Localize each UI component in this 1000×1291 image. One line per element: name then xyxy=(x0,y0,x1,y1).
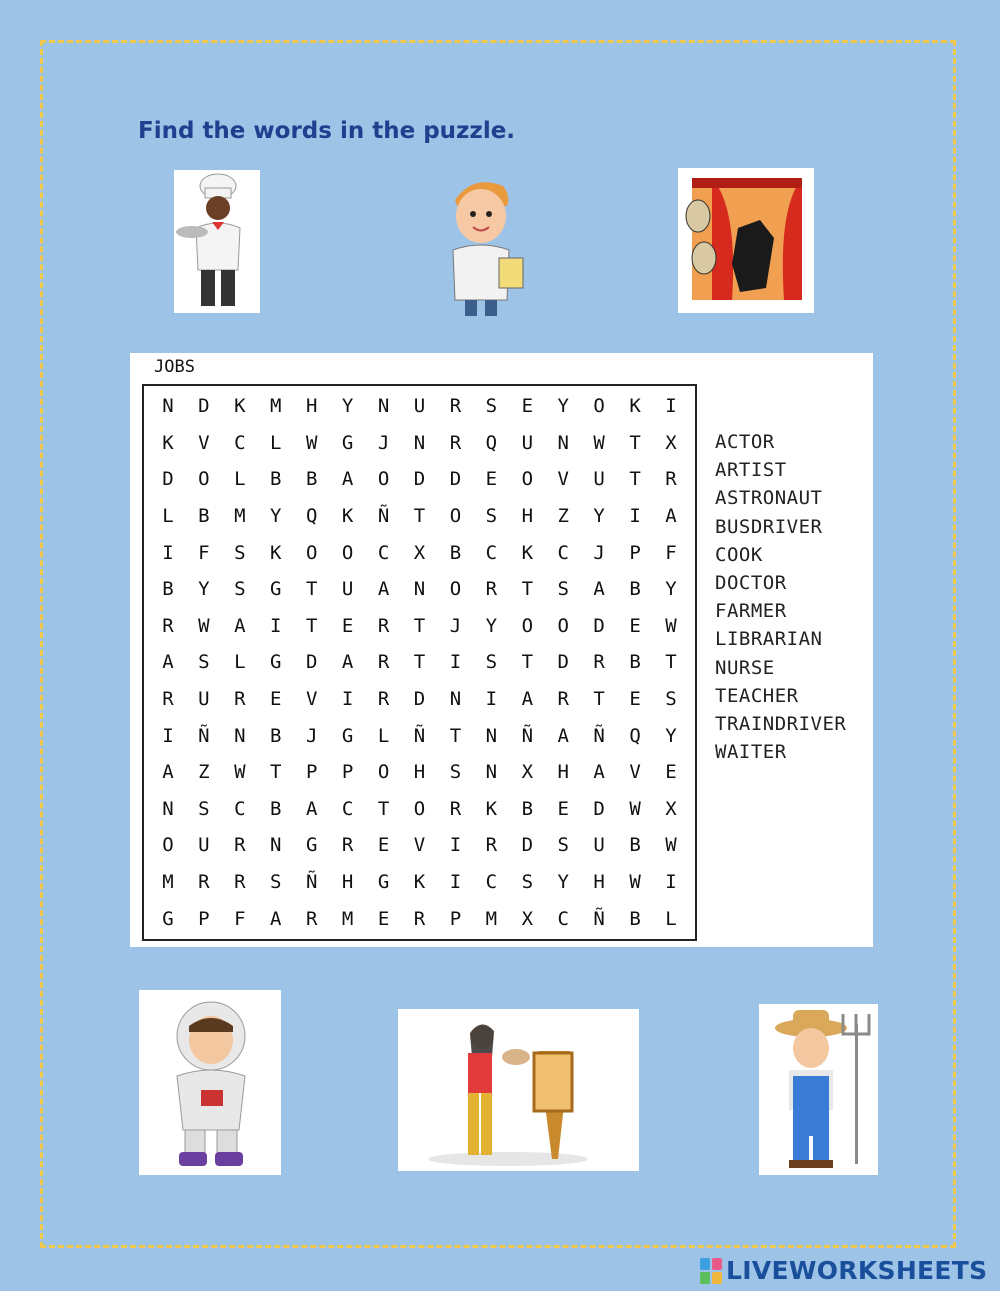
grid-cell[interactable]: X xyxy=(413,541,426,564)
grid-cell[interactable]: O xyxy=(162,834,174,857)
word-list-item: TRAINDRIVER xyxy=(715,712,847,735)
grid-cell[interactable]: E xyxy=(377,907,390,930)
grid-cell[interactable]: B xyxy=(270,724,282,747)
doctor-image xyxy=(433,172,533,322)
grid-cell[interactable]: I xyxy=(449,834,462,857)
grid-cell[interactable]: S xyxy=(198,651,210,674)
word-list-item: NURSE xyxy=(715,656,775,679)
chef-illustration xyxy=(174,170,260,313)
grid-cell[interactable]: L xyxy=(234,651,246,674)
grid-cell[interactable]: A xyxy=(341,651,354,674)
grid-cell[interactable]: Y xyxy=(665,578,677,601)
grid-cell[interactable]: F xyxy=(198,541,210,564)
grid-cell[interactable]: B xyxy=(162,578,174,601)
grid-cell[interactable]: R xyxy=(234,688,246,711)
liveworksheets-logo-icon xyxy=(700,1258,722,1284)
grid-cell[interactable]: R xyxy=(377,614,390,637)
grid-cell[interactable]: C xyxy=(557,541,569,564)
grid-cell[interactable]: Z xyxy=(557,505,569,528)
grid-cell[interactable]: G xyxy=(162,907,174,930)
grid-cell[interactable]: Q xyxy=(305,505,318,528)
word-list-item: ACTOR xyxy=(715,431,775,453)
grid-cell[interactable]: T xyxy=(521,578,534,601)
grid-cell[interactable]: Ñ xyxy=(593,724,605,747)
word-list-item: FARMER xyxy=(715,600,787,623)
grid-cell[interactable]: S xyxy=(270,871,282,894)
farmer-illustration xyxy=(759,1004,878,1175)
grid-cell[interactable]: Y xyxy=(270,505,282,528)
grid-cell[interactable]: W xyxy=(665,614,677,637)
grid-cell[interactable]: U xyxy=(413,395,426,418)
grid-cell[interactable]: C xyxy=(341,797,354,820)
grid-cell[interactable]: E xyxy=(485,468,498,491)
grid-cell[interactable]: K xyxy=(485,797,498,820)
grid-cell[interactable]: C xyxy=(485,871,498,894)
grid-cell[interactable]: V xyxy=(557,468,569,491)
grid-cell[interactable]: T xyxy=(629,431,641,454)
grid-cell[interactable]: K xyxy=(521,541,534,564)
astronaut-illustration xyxy=(139,990,281,1175)
grid-cell[interactable]: N xyxy=(485,761,498,784)
grid-cell[interactable]: H xyxy=(413,761,426,784)
grid-cell[interactable]: W xyxy=(305,431,318,454)
grid-cell[interactable]: R xyxy=(557,688,569,711)
grid-cell[interactable]: O xyxy=(449,505,462,528)
grid-cell[interactable]: S xyxy=(485,651,498,674)
grid-cell[interactable]: K xyxy=(234,395,246,418)
grid-cell[interactable]: A xyxy=(593,761,605,784)
grid-cell[interactable]: N xyxy=(162,395,174,418)
liveworksheets-brand xyxy=(700,1256,987,1285)
grid-cell[interactable]: V xyxy=(413,834,426,857)
grid-cell[interactable]: J xyxy=(449,614,462,637)
grid-cell[interactable]: P xyxy=(629,541,641,564)
grid-cell[interactable]: C xyxy=(377,541,390,564)
grid-cell[interactable]: Q xyxy=(485,431,498,454)
grid-cell[interactable]: M xyxy=(234,505,246,528)
grid-cell[interactable]: M xyxy=(270,395,282,418)
grid-cell[interactable]: Ñ xyxy=(305,871,318,894)
grid-cell[interactable]: H xyxy=(557,761,569,784)
grid-cell[interactable]: C xyxy=(557,907,569,930)
grid-cell[interactable]: R xyxy=(341,834,354,857)
grid-cell[interactable]: W xyxy=(629,871,641,894)
word-list-item: TEACHER xyxy=(715,684,799,707)
grid-cell[interactable]: T xyxy=(665,651,677,674)
grid-cell[interactable]: T xyxy=(521,651,534,674)
grid-cell[interactable]: U xyxy=(341,578,354,601)
grid-cell[interactable]: O xyxy=(377,761,390,784)
grid-cell[interactable]: B xyxy=(629,907,641,930)
grid-cell[interactable]: S xyxy=(234,578,246,601)
grid-cell[interactable]: T xyxy=(593,688,605,711)
grid-cell[interactable]: W xyxy=(234,761,246,784)
grid-cell[interactable]: D xyxy=(593,797,605,820)
grid-cell[interactable]: M xyxy=(162,871,174,894)
grid-cell[interactable]: A xyxy=(665,505,677,528)
grid-cell[interactable]: H xyxy=(521,505,534,528)
grid-cell[interactable]: U xyxy=(198,834,210,857)
grid-cell[interactable]: J xyxy=(305,724,318,747)
grid-cell[interactable]: O xyxy=(341,541,354,564)
grid-cell[interactable]: E xyxy=(341,614,354,637)
grid-cell[interactable]: R xyxy=(485,834,498,857)
grid-cell[interactable]: S xyxy=(449,761,462,784)
grid-cell[interactable]: R xyxy=(377,688,390,711)
grid-cell[interactable]: T xyxy=(270,761,282,784)
grid-cell[interactable]: R xyxy=(162,688,174,711)
grid-cell[interactable]: R xyxy=(234,871,246,894)
grid-cell[interactable]: R xyxy=(485,578,498,601)
grid-cell[interactable]: N xyxy=(377,395,390,418)
grid-cell[interactable]: B xyxy=(629,651,641,674)
grid-cell[interactable]: K xyxy=(341,505,354,528)
grid-cell[interactable]: I xyxy=(665,871,677,894)
grid-cell[interactable]: S xyxy=(665,688,677,711)
grid-cell[interactable]: D xyxy=(413,468,426,491)
grid-cell[interactable]: Ñ xyxy=(521,724,534,747)
grid-cell[interactable]: S xyxy=(485,395,498,418)
grid-cell[interactable]: T xyxy=(305,614,318,637)
grid-cell[interactable]: H xyxy=(341,871,354,894)
grid-cell[interactable]: I xyxy=(629,505,641,528)
grid-cell[interactable]: R xyxy=(593,651,605,674)
grid-cell[interactable]: R xyxy=(449,395,462,418)
grid-cell[interactable]: D xyxy=(557,651,569,674)
grid-cell[interactable]: V xyxy=(198,431,210,454)
grid-cell[interactable]: Q xyxy=(629,724,641,747)
grid-cell[interactable]: W xyxy=(198,614,210,637)
grid-cell[interactable]: N xyxy=(162,797,174,820)
grid-cell[interactable]: B xyxy=(198,505,210,528)
word-list-item: BUSDRIVER xyxy=(715,515,823,538)
doctor-illustration xyxy=(433,172,533,322)
grid-cell[interactable]: X xyxy=(521,907,534,930)
grid-cell[interactable]: S xyxy=(234,541,246,564)
grid-cell[interactable]: R xyxy=(198,871,210,894)
grid-cell[interactable]: I xyxy=(485,688,498,711)
grid-cell[interactable]: P xyxy=(341,761,354,784)
grid-cell[interactable]: L xyxy=(665,907,677,930)
grid-cell[interactable]: T xyxy=(629,468,641,491)
brand-text: LIVEWORKSHEETS xyxy=(726,1256,988,1285)
grid-cell[interactable]: I xyxy=(162,724,174,747)
grid-cell[interactable]: B xyxy=(270,797,282,820)
grid-cell[interactable]: N xyxy=(413,578,426,601)
grid-cell[interactable]: R xyxy=(449,431,462,454)
word-list-item: ASTRONAUT xyxy=(715,487,823,510)
grid-cell[interactable]: W xyxy=(665,834,677,857)
grid-cell[interactable]: C xyxy=(234,797,246,820)
grid-cell[interactable]: P xyxy=(198,907,210,930)
grid-cell[interactable]: D xyxy=(413,688,426,711)
word-list-item: DOCTOR xyxy=(715,571,787,594)
grid-cell[interactable]: X xyxy=(521,761,534,784)
grid-cell[interactable]: O xyxy=(593,395,605,418)
grid-cell[interactable]: M xyxy=(341,907,354,930)
grid-cell[interactable]: I xyxy=(449,651,462,674)
grid-cell[interactable]: L xyxy=(162,505,174,528)
grid-cell[interactable]: T xyxy=(413,614,426,637)
grid-cell[interactable]: Ñ xyxy=(198,724,210,747)
grid-cell[interactable]: B xyxy=(521,797,534,820)
grid-cell[interactable]: B xyxy=(449,541,462,564)
grid-cell[interactable]: B xyxy=(270,468,282,491)
grid-cell[interactable]: R xyxy=(413,907,426,930)
grid-cell[interactable]: E xyxy=(665,761,677,784)
grid-cell[interactable]: Y xyxy=(341,395,354,418)
grid-cell[interactable]: A xyxy=(521,688,534,711)
grid-cell[interactable]: Ñ xyxy=(593,907,605,930)
grid-cell[interactable]: N xyxy=(234,724,246,747)
grid-cell[interactable]: Y xyxy=(198,578,210,601)
grid-cell[interactable]: Ñ xyxy=(413,724,426,747)
grid-cell[interactable]: O xyxy=(557,614,569,637)
grid-cell[interactable]: D xyxy=(593,614,605,637)
grid-cell[interactable]: G xyxy=(270,651,282,674)
grid-cell[interactable]: L xyxy=(270,431,282,454)
grid-cell[interactable]: A xyxy=(234,614,246,637)
grid-cell[interactable]: E xyxy=(557,797,569,820)
grid-cell[interactable]: O xyxy=(521,468,534,491)
grid-cell[interactable]: N xyxy=(413,431,426,454)
word-list-item: LIBRARIAN xyxy=(715,628,823,651)
grid-cell[interactable]: G xyxy=(341,724,354,747)
grid-cell[interactable]: O xyxy=(305,541,318,564)
grid-cell[interactable]: Y xyxy=(665,724,677,747)
grid-cell[interactable]: E xyxy=(377,834,390,857)
grid-cell[interactable]: G xyxy=(305,834,318,857)
grid-cell[interactable]: S xyxy=(557,834,569,857)
grid-cell[interactable]: W xyxy=(629,797,641,820)
grid-cell[interactable]: O xyxy=(413,797,426,820)
grid-cell[interactable]: R xyxy=(305,907,318,930)
grid-cell[interactable]: Y xyxy=(557,395,569,418)
word-list-item: WAITER xyxy=(715,741,787,764)
grid-cell[interactable]: C xyxy=(234,431,246,454)
grid-cell[interactable]: F xyxy=(234,907,246,930)
grid-cell[interactable]: D xyxy=(162,468,174,491)
grid-cell[interactable]: M xyxy=(485,907,498,930)
grid-cell[interactable]: J xyxy=(377,431,390,454)
grid-cell[interactable]: B xyxy=(629,834,641,857)
grid-cell[interactable]: E xyxy=(629,614,641,637)
grid-cell[interactable]: P xyxy=(449,907,462,930)
grid-cell[interactable]: X xyxy=(665,431,677,454)
grid-cell[interactable]: E xyxy=(521,395,534,418)
grid-cell[interactable]: I xyxy=(341,688,354,711)
grid-cell[interactable]: D xyxy=(449,468,462,491)
grid-cell[interactable]: R xyxy=(377,651,390,674)
grid-cell[interactable]: J xyxy=(593,541,605,564)
grid-cell[interactable]: L xyxy=(234,468,246,491)
grid-cell[interactable]: G xyxy=(341,431,354,454)
grid-cell[interactable]: O xyxy=(449,578,462,601)
word-list-item: COOK xyxy=(715,543,763,566)
grid-cell[interactable]: G xyxy=(377,871,390,894)
painter-image xyxy=(398,1009,639,1171)
grid-cell[interactable]: O xyxy=(377,468,390,491)
grid-cell[interactable]: Y xyxy=(593,505,605,528)
grid-cell[interactable]: P xyxy=(305,761,318,784)
word-search-panel xyxy=(130,353,873,947)
grid-cell[interactable]: C xyxy=(485,541,498,564)
grid-cell[interactable]: E xyxy=(629,688,641,711)
grid-cell[interactable]: A xyxy=(305,797,318,820)
grid-cell[interactable]: T xyxy=(305,578,318,601)
grid-cell[interactable]: I xyxy=(162,541,174,564)
astronaut-image xyxy=(139,990,281,1175)
grid-cell[interactable]: T xyxy=(377,797,390,820)
grid-cell[interactable]: N xyxy=(485,724,498,747)
grid-cell[interactable]: Ñ xyxy=(377,505,390,528)
grid-cell[interactable]: R xyxy=(665,468,677,491)
grid-cell[interactable]: F xyxy=(665,541,677,564)
puzzle-title: JOBS xyxy=(154,357,195,377)
grid-cell[interactable]: U xyxy=(521,431,534,454)
grid-cell[interactable]: R xyxy=(162,614,174,637)
grid-cell[interactable]: V xyxy=(305,688,318,711)
chef-image xyxy=(174,170,260,313)
grid-cell[interactable]: D xyxy=(198,395,210,418)
grid-cell[interactable]: L xyxy=(377,724,390,747)
theatre-masks-illustration xyxy=(678,168,814,313)
painter-artist-illustration xyxy=(398,1009,639,1171)
farmer-image xyxy=(759,1004,878,1175)
grid-cell[interactable]: X xyxy=(665,797,677,820)
grid-cell[interactable]: W xyxy=(593,431,605,454)
grid-cell[interactable]: D xyxy=(521,834,534,857)
grid-cell[interactable]: K xyxy=(413,871,426,894)
grid-cell[interactable]: N xyxy=(557,431,569,454)
grid-cell[interactable]: Y xyxy=(557,871,569,894)
grid-cell[interactable]: O xyxy=(521,614,534,637)
grid-cell[interactable]: D xyxy=(305,651,318,674)
grid-cell[interactable]: I xyxy=(665,395,677,418)
instruction-heading: Find the words in the puzzle. xyxy=(138,118,516,144)
grid-cell[interactable]: K xyxy=(629,395,641,418)
grid-cell[interactable]: V xyxy=(629,761,641,784)
grid-cell[interactable]: T xyxy=(413,651,426,674)
grid-cell[interactable]: U xyxy=(593,834,605,857)
word-list xyxy=(715,428,846,766)
grid-cell[interactable]: R xyxy=(449,797,462,820)
grid-cell[interactable]: H xyxy=(305,395,318,418)
grid-cell[interactable]: S xyxy=(485,505,498,528)
grid-cell[interactable]: A xyxy=(341,468,354,491)
grid-cell[interactable]: T xyxy=(449,724,462,747)
grid-cell[interactable]: A xyxy=(162,761,174,784)
theatre-image xyxy=(678,168,814,313)
grid-cell[interactable]: H xyxy=(593,871,605,894)
grid-cell[interactable]: S xyxy=(557,578,569,601)
grid-cell[interactable]: Z xyxy=(198,761,210,784)
grid-cell[interactable]: I xyxy=(270,614,282,637)
grid-cell[interactable]: A xyxy=(270,907,282,930)
grid-cell[interactable]: U xyxy=(198,688,210,711)
grid-cell[interactable]: E xyxy=(270,688,282,711)
grid-cell[interactable]: O xyxy=(198,468,210,491)
grid-cell[interactable]: A xyxy=(377,578,390,601)
grid-cell[interactable]: Y xyxy=(485,614,498,637)
grid-cell[interactable]: K xyxy=(270,541,282,564)
grid-cell[interactable]: B xyxy=(305,468,318,491)
grid-cell[interactable]: T xyxy=(413,505,426,528)
grid-cell[interactable]: S xyxy=(198,797,210,820)
grid-cell[interactable]: N xyxy=(270,834,282,857)
grid-cell[interactable]: A xyxy=(557,724,569,747)
word-list-item: ARTIST xyxy=(715,459,787,482)
grid-cell[interactable]: K xyxy=(162,431,174,454)
grid-cell[interactable]: G xyxy=(270,578,282,601)
grid-cell[interactable]: B xyxy=(629,578,641,601)
grid-cell[interactable]: U xyxy=(593,468,605,491)
grid-cell[interactable]: S xyxy=(521,871,534,894)
grid-cell[interactable]: N xyxy=(449,688,462,711)
grid-cell[interactable]: A xyxy=(162,651,174,674)
grid-cell[interactable]: I xyxy=(449,871,462,894)
grid-cell[interactable]: A xyxy=(593,578,605,601)
grid-cell[interactable]: R xyxy=(234,834,246,857)
letter-grid xyxy=(142,384,697,941)
